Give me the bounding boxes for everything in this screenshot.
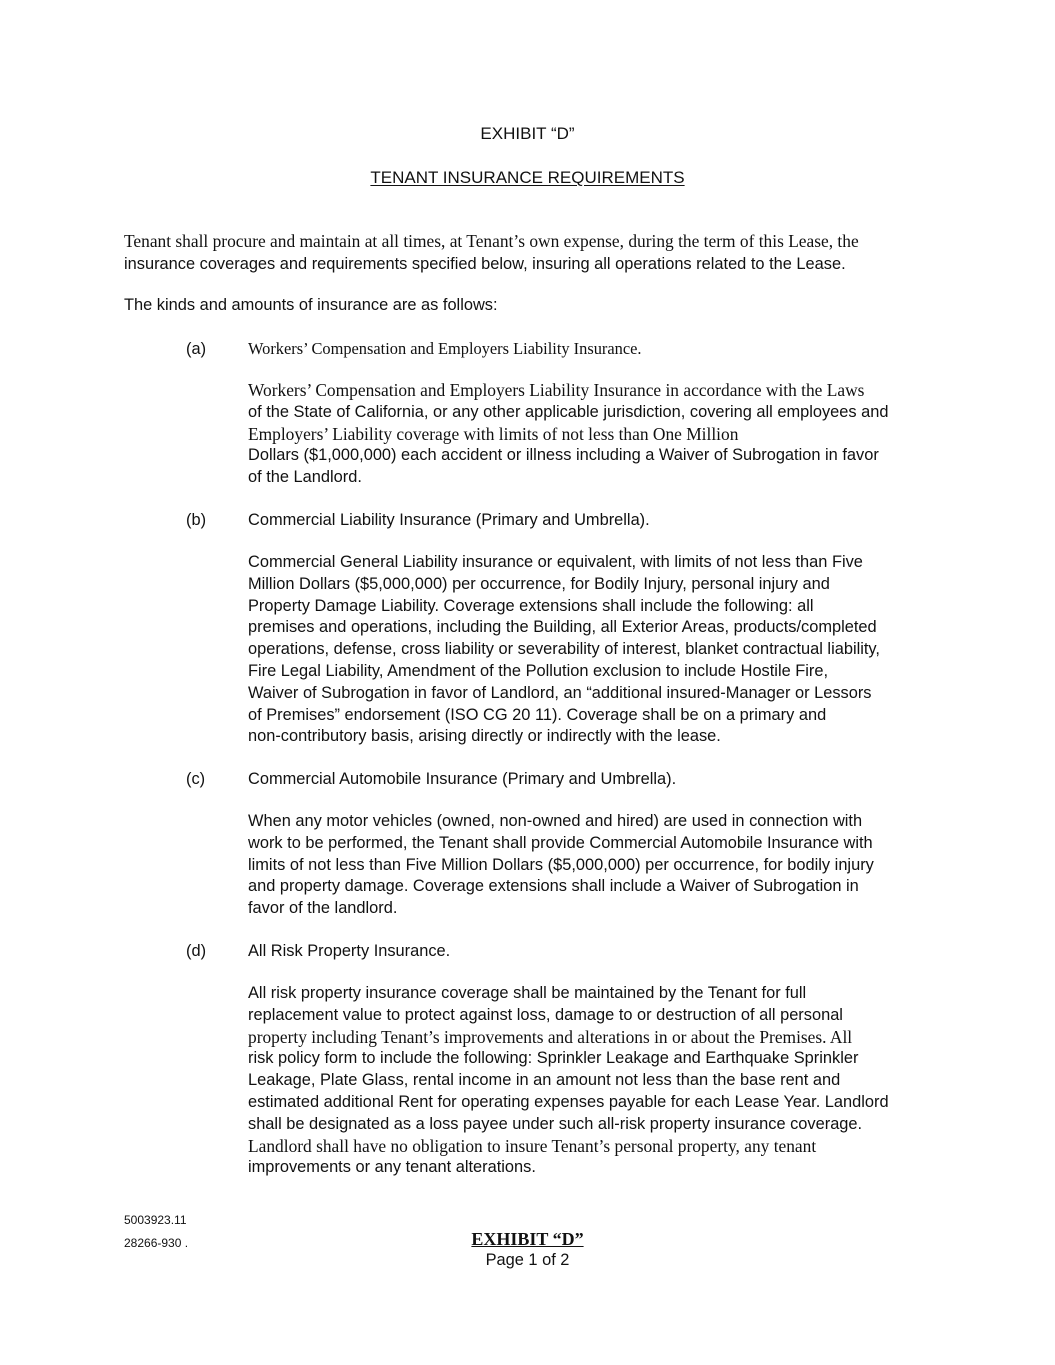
section-a-line: of the Landlord. [248,468,362,487]
section-d-line: Leakage, Plate Glass, rental income in an amount not less than the base rent and [248,1071,841,1090]
document-title: TENANT INSURANCE REQUIREMENTS [370,168,685,187]
section-a-line: Dollars ($1,000,000) each accident or illness including a Waiver of Subrogation in favor [248,446,879,465]
section-d-letter: (d) [186,942,207,960]
section-c-line: and property damage. Coverage extensions shall include a Waiver of Subrogation in [248,877,859,896]
section-a-letter: (a) [186,340,207,358]
section-d-line: Landlord shall have no obligation to insure Tenant’s personal property, any tenant [248,1135,817,1156]
section-b-body [248,552,938,748]
section-b-heading: Commercial Liability Insurance (Primary and Umbrella). [248,511,650,529]
section-d-line: risk policy form to include the following: Sprinkler Leakage and Earthquake Sprinkler [248,1049,859,1068]
section-d-line: property including Tenant’s improvements and alterations in or about the Premises. All [248,1026,853,1047]
section-c-line: favor of the landlord. [248,899,398,918]
section-b-letter: (b) [186,511,207,529]
section-d-line: All risk property insurance coverage shall be maintained by the Tenant for full [248,984,807,1002]
kinds-paragraph: The kinds and amounts of insurance are as follows: [124,296,498,314]
section-a-line: Employers’ Liability coverage with limits of not less than One Million [248,423,739,444]
intro-line-1: Tenant shall procure and maintain at all times, at Tenant’s own expense, during the term of this Lease, the [124,231,859,251]
section-b-line: premises and operations, including the Building, all Exterior Areas, products/completed [248,618,877,637]
section-c-line: work to be performed, the Tenant shall provide Commercial Automobile Insurance with [248,833,873,852]
intro-line-2: insurance coverages and requirements specified below, insuring all operations related to the Lease. [124,254,846,273]
section-c-line: limits of not less than Five Million Dollars ($5,000,000) per occurrence, for bodily injury [248,855,874,874]
section-c-letter: (c) [186,770,206,788]
section-a-line: Workers’ Compensation and Employers Liability Insurance in accordance with the Laws [248,380,865,400]
section-b-line: Waiver of Subrogation in favor of Landlord, an “additional insured-Manager or Lessors [248,683,872,702]
section-b-line: operations, defense, cross liability or severability of interest, blanket contractual liability, [248,640,880,659]
section-a-body [248,380,938,489]
section-c-heading: Commercial Automobile Insurance (Primary and Umbrella). [248,770,677,788]
intro-paragraph [124,231,934,276]
section-a-heading: Workers’ Compensation and Employers Liability Insurance. [248,339,642,358]
section-d-line: improvements or any tenant alterations. [248,1158,536,1177]
footer-matter-number: 28266-930 . [124,1236,189,1250]
section-b-line: of Premises” endorsement (ISO CG 20 11). Coverage shall be on a primary and [248,705,827,724]
section-c-body [248,811,938,920]
section-b-line: Commercial General Liability insurance or equivalent, with limits of not less than Five [248,553,863,571]
exhibit-label: EXHIBIT “D” [480,124,575,143]
section-b-line: Property Damage Liability. Coverage extensions shall include the following: all [248,596,814,615]
footer-page-number: Page 1 of 2 [485,1251,570,1269]
footer-exhibit-label: EXHIBIT “D” [471,1229,584,1249]
section-d-line: shall be designated as a loss payee under such all-risk property insurance coverage. [248,1114,863,1133]
section-b-line: Fire Legal Liability, Amendment of the Pollution exclusion to include Hostile Fire, [248,661,829,680]
section-d-line: estimated additional Rent for operating expenses payable for each Lease Year. Landlord [248,1092,889,1111]
section-d-heading: All Risk Property Insurance. [248,942,451,960]
section-b-line: non-contributory basis, arising directly or indirectly with the lease. [248,727,721,746]
section-c-line: When any motor vehicles (owned, non-owned and hired) are used in connection with [248,812,863,830]
section-b-line: Million Dollars ($5,000,000) per occurrence, for Bodily Injury, personal injury and [248,574,830,593]
section-a-line: of the State of California, or any other applicable jurisdiction, covering all employees and [248,402,889,421]
section-d-body [248,983,938,1179]
section-d-line: replacement value to protect against loss, damage to or destruction of all personal [248,1005,843,1024]
footer-doc-number: 5003923.11 [124,1213,187,1227]
